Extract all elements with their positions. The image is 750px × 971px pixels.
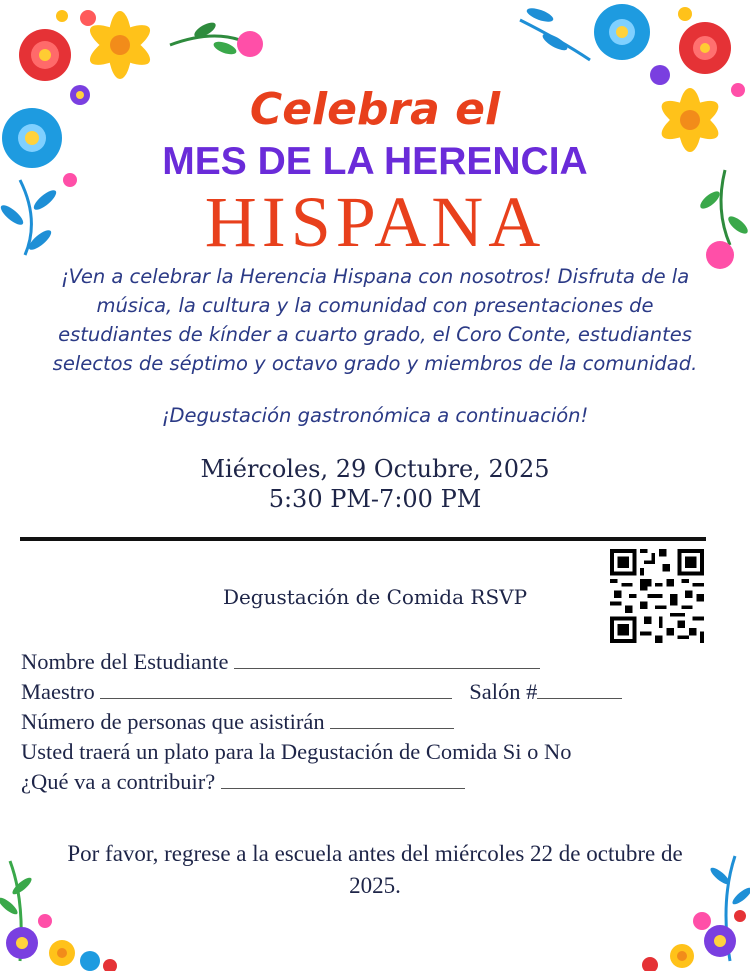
room-field[interactable] (537, 680, 622, 699)
room-label: Salón # (469, 679, 538, 704)
people-label: Número de personas que asistirán (21, 709, 325, 734)
event-date: Miércoles, 29 Octubre, 2025 (200, 455, 550, 483)
bring-dish-label: Usted traerá un plato para la Degustación de Comida Si o No (21, 739, 572, 764)
student-name-field[interactable] (234, 650, 540, 669)
rsvp-title: Degustación de Comida RSVP (222, 585, 528, 609)
event-datetime (0, 454, 750, 514)
title-hispana: HISPANA (204, 182, 546, 262)
teacher-label: Maestro (21, 679, 95, 704)
contribute-field[interactable] (221, 770, 465, 789)
people-count-field[interactable] (330, 710, 454, 729)
event-time: 5:30 PM-7:00 PM (268, 485, 482, 513)
title-mes-de-la-herencia: MES DE LA HERENCIA (162, 140, 588, 183)
intro-paragraph: ¡Ven a celebrar la Herencia Hispana con nosotros! Disfruta de la música, la cultura y la comunidad con presentaciones de estudiantes de kínder a cuarto grado, el Coro Conte, estudiantes selectos de séptimo y octavo grado y miembros de la comunidad. (52, 265, 698, 375)
tasting-announcement: ¡Degustación gastronómica a continuación! (161, 404, 589, 427)
qr-code-icon[interactable] (610, 549, 704, 643)
teacher-row (21, 677, 736, 707)
return-deadline-note: Por favor, regrese a la escuela antes del miércoles 22 de octubre de 2025. (67, 841, 683, 898)
student-name-label: Nombre del Estudiante (21, 649, 229, 674)
rsvp-form (21, 647, 736, 797)
contribute-label: ¿Qué va a contribuir? (21, 769, 216, 794)
teacher-field[interactable] (100, 680, 452, 699)
bring-dish-row (21, 737, 736, 767)
title-celebra-el: Celebra el (249, 84, 501, 135)
student-name-row (21, 647, 736, 677)
contribute-row (21, 767, 736, 797)
section-divider (20, 537, 706, 541)
people-row (21, 707, 736, 737)
